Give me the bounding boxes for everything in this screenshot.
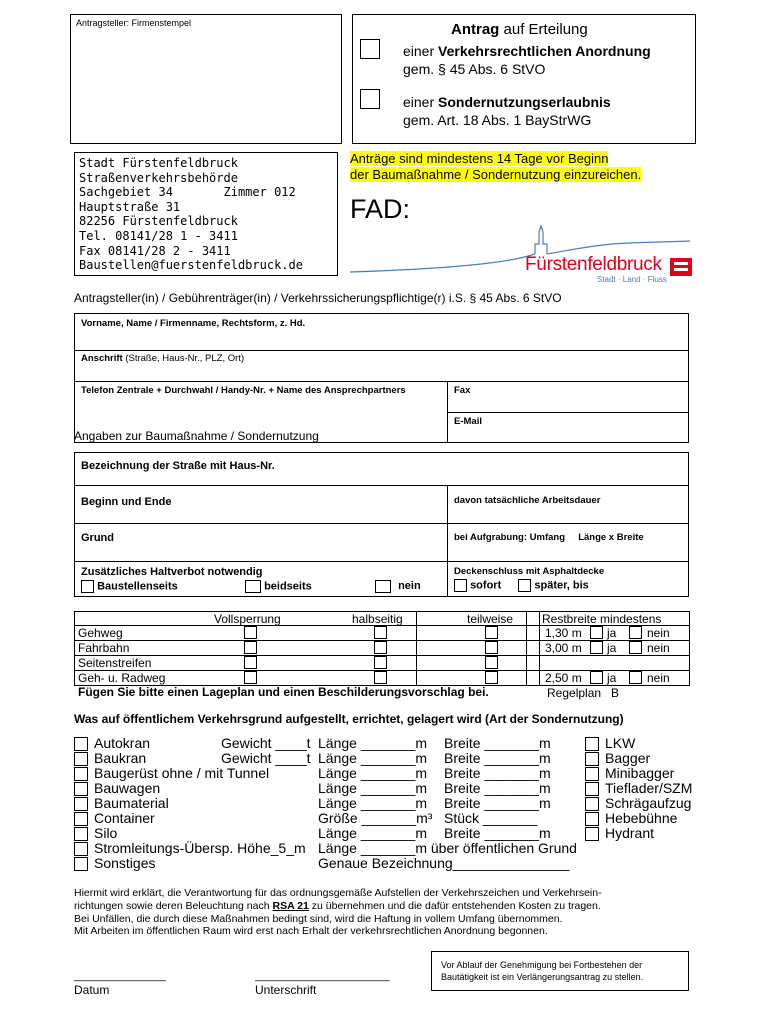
row-label: Geh- u. Radweg	[78, 671, 166, 685]
name-field-label: Vorname, Name / Firmenname, Rechtsform, z. Hd.	[81, 318, 306, 329]
checkbox-closure[interactable]	[374, 626, 387, 639]
item-name: Silo	[94, 825, 118, 841]
checkbox-closure[interactable]	[374, 641, 387, 654]
col-rest-width: Restbreite mindestens	[542, 612, 662, 626]
address-line: Hauptstraße 31	[79, 199, 181, 214]
checkbox-item[interactable]	[74, 827, 88, 841]
address-line: Tel. 08141/28 1 - 3411	[79, 228, 238, 243]
cover-label: Deckenschluss mit Asphaltdecke	[454, 566, 605, 577]
application-type-box	[352, 14, 696, 144]
checkbox-item[interactable]	[74, 737, 88, 751]
checkbox-vehicle[interactable]	[585, 797, 599, 811]
item-width: Breite _______m	[444, 780, 551, 796]
checkbox-closure[interactable]	[485, 671, 498, 684]
checkbox-vehicle[interactable]	[585, 827, 599, 841]
halt-options: Baustellenseits	[81, 580, 178, 593]
company-stamp-box[interactable]	[70, 14, 342, 144]
city-logo	[350, 220, 700, 285]
checkbox-traffic-order[interactable]	[360, 39, 380, 59]
item-width: Breite _______m	[444, 750, 551, 766]
address-line: Sachgebiet 34 Zimmer 012	[79, 185, 296, 200]
item-weight: Gewicht ____t	[221, 735, 311, 751]
checkbox-closure[interactable]	[374, 656, 387, 669]
measure-table: Bezeichnung der Straße mit Haus-Nr. Beginn und Ende davon tatsächliche Arbeitsdauer Grund bei Aufgrabung: Umfang Länge x Breite Zusätzliches Haltverbot notwendig Baustellenseits beidseits nein Deckenschluss mit Asphaltdecke sofort später, bis	[74, 452, 689, 597]
declaration-text: Hiermit wird erklärt, die Verantwortung für das ordnungsgemäße Aufstellen der Verkehrszeichen und Verkehrsein- richtungen sowie deren Beleuchtung nach RSA 21 zu übernehmen und die dafür entstehenden Kosten zu tragen. Bei Unfällen, die durch diese Maßnahmen bedingt sind, wird die Haftung in vollem Umfang übernommen. Mit Arbeiten im öffentlichen Raum wird erst nach Erhalt der verkehrsrechtlichen Anordnung begonnen.	[74, 887, 602, 938]
notice-line: der Baumaßnahme / Sondernutzung einzureichen.	[350, 166, 642, 182]
extension-note-box	[431, 951, 689, 991]
item-name: Bauwagen	[94, 780, 161, 796]
item-weight: Gewicht ____t	[221, 750, 311, 766]
halt-label: Zusätzliches Haltverbot notwendig	[81, 566, 263, 578]
checkbox-item[interactable]	[74, 752, 88, 766]
vehicle-name: Bagger	[605, 750, 651, 766]
checkbox-vehicle[interactable]	[585, 782, 599, 796]
applicant-heading: Antragsteller(in) / Gebührenträger(in) / Verkehrssicherungspflichtige(r) i.S. § 45 Abs. 6 StVO	[74, 291, 562, 305]
signature-label: Unterschrift	[255, 983, 317, 997]
checkbox-closure[interactable]	[244, 641, 257, 654]
item-length: Länge _______m	[318, 795, 427, 811]
vehicle-name: LKW	[605, 735, 636, 751]
checkbox-item[interactable]	[74, 797, 88, 811]
application-title: Antrag auf Erteilung	[451, 21, 588, 38]
address-line: Straßenverkehrsbehörde	[79, 170, 238, 185]
address-line: Baustellen@fuerstenfeldbruck.de	[79, 258, 303, 273]
checkbox-item[interactable]	[74, 842, 88, 856]
col-half-side: halbseitig	[352, 612, 403, 626]
vehicle-name: Tieflader/SZM	[605, 780, 693, 796]
item-count: Stück _______	[444, 810, 538, 826]
checkbox-halt-both-sides[interactable]	[245, 580, 261, 593]
checkbox-halt-no[interactable]	[375, 580, 391, 593]
checkbox-vehicle[interactable]	[585, 737, 599, 751]
item-name: Sonstiges	[94, 855, 156, 871]
extension-note-line: Vor Ablauf der Genehmigung bei Fortbestehen der	[441, 960, 643, 970]
checkbox-rest-yes[interactable]	[590, 671, 603, 684]
checkbox-rest-yes[interactable]	[590, 626, 603, 639]
date-line[interactable]: _______________	[74, 970, 166, 982]
logo-tagline: Stadt · Land · Fluss	[597, 275, 667, 284]
checkbox-item[interactable]	[74, 767, 88, 781]
duration-label: davon tatsächliche Arbeitsdauer	[454, 495, 601, 506]
item-width: Breite _______m	[444, 765, 551, 781]
rest-width-value: 3,00 m	[545, 641, 582, 655]
address-field-label: Anschrift (Straße, Haus-Nr., PLZ, Ort)	[81, 353, 245, 364]
fax-field-label: Fax	[454, 385, 471, 396]
col-full-closure: Vollsperrung	[214, 612, 281, 626]
option-special-use-permit: einer Sondernutzungserlaubnis gem. Art. 18 Abs. 1 BayStrWG	[403, 94, 611, 128]
item-name: Autokran	[94, 735, 151, 751]
checkbox-cover-immediate[interactable]	[454, 579, 467, 592]
checkbox-rest-no[interactable]	[629, 671, 642, 684]
item-length: Länge _______m	[318, 750, 427, 766]
checkbox-item[interactable]	[74, 857, 88, 871]
extension-note-line: Bautätigkeit ist ein Verlängerungsantrag zu stellen.	[441, 972, 644, 982]
row-label: Gehweg	[78, 626, 123, 640]
item-name: Baumaterial	[94, 795, 169, 811]
vehicle-name: Hydrant	[605, 825, 655, 841]
item-name: Baukran	[94, 750, 147, 766]
phone-field-label: Telefon Zentrale + Durchwahl / Handy-Nr. + Name des Ansprechpartners	[81, 385, 406, 396]
checkbox-closure[interactable]	[244, 656, 257, 669]
checkbox-closure[interactable]	[244, 671, 257, 684]
checkbox-closure[interactable]	[485, 626, 498, 639]
item-length: Länge _______m	[318, 765, 427, 781]
excavation-label: bei Aufgrabung: Umfang Länge x Breite	[454, 532, 644, 543]
checkbox-rest-no[interactable]	[629, 641, 642, 654]
item-width: Breite _______m	[444, 735, 551, 751]
checkbox-closure[interactable]	[374, 671, 387, 684]
checkbox-vehicle[interactable]	[585, 812, 599, 826]
checkbox-closure[interactable]	[244, 626, 257, 639]
applicant-table	[74, 313, 689, 443]
rest-width-value: 1,30 m	[545, 626, 582, 640]
address-line: 82256 Fürstenfeldbruck	[79, 214, 238, 229]
deadline-notice	[350, 151, 641, 182]
item-name: Baugerüst ohne / mit Tunnel	[94, 765, 270, 781]
signature-line[interactable]: ______________________	[255, 970, 390, 982]
stamp-label: Antragsteller: Firmenstempel	[76, 18, 192, 28]
date-label: Datum	[74, 983, 110, 997]
item-name: Stromleitungs-Übersp. Höhe_5_m	[94, 840, 306, 856]
checkbox-closure[interactable]	[485, 656, 498, 669]
regelplan: Regelplan B	[547, 686, 620, 700]
row-label: Fahrbahn	[78, 641, 130, 655]
address-line: Fax 08141/28 2 - 3411	[79, 243, 231, 258]
authority-address	[74, 152, 338, 276]
checkbox-rest-yes[interactable]	[590, 641, 603, 654]
items-heading: Was auf öffentlichem Verkehrsgrund aufgestellt, errichtet, gelagert wird (Art der Sondernutzung)	[74, 712, 624, 726]
vehicle-name: Hebebühne	[605, 810, 678, 826]
item-name: Container	[94, 810, 155, 826]
checkbox-halt-site-side[interactable]	[81, 580, 94, 593]
fad-label: FAD:	[350, 194, 411, 224]
item-length: Länge _______m	[318, 735, 427, 751]
vehicle-name: Schrägaufzug	[605, 795, 692, 811]
checkbox-vehicle[interactable]	[585, 767, 599, 781]
logo-name: Fürstenfeldbruck	[525, 254, 662, 275]
checkbox-rest-no[interactable]	[629, 626, 642, 639]
rest-width-value: 2,50 m	[545, 671, 582, 685]
checkbox-item[interactable]	[74, 812, 88, 826]
address-line: Stadt Fürstenfeldbruck	[79, 156, 238, 170]
measure-heading: Angaben zur Baumaßnahme / Sondernutzung	[74, 429, 319, 443]
item-description: Genaue Bezeichnung_______________	[318, 855, 570, 871]
item-length: Länge _______m	[318, 825, 427, 841]
street-field-label: Bezeichnung der Straße mit Haus-Nr.	[81, 460, 275, 472]
checkbox-special-use-permit[interactable]	[360, 89, 380, 109]
checkbox-cover-later[interactable]	[518, 579, 531, 592]
vehicle-name: Minibagger	[605, 765, 675, 781]
item-length: Länge _______m	[318, 780, 427, 796]
item-width: Breite _______m	[444, 795, 551, 811]
reason-label: Grund	[81, 532, 114, 544]
checkbox-closure[interactable]	[485, 641, 498, 654]
col-partial: teilweise	[467, 612, 514, 626]
begin-end-label: Beginn und Ende	[81, 496, 172, 508]
item-size: Größe _______m³	[318, 810, 433, 826]
item-width: Breite _______m	[444, 825, 551, 841]
item-length: Länge _______m über öffentlichen Grund	[318, 840, 577, 856]
notice-line: Anträge sind mindestens 14 Tage vor Beginn	[350, 151, 609, 166]
option-traffic-order: einer Verkehrsrechtlichen Anordnung gem. § 45 Abs. 6 StVO	[403, 43, 651, 77]
checkbox-vehicle[interactable]	[585, 752, 599, 766]
plan-note: Fügen Sie bitte einen Lageplan und einen Beschilderungsvorschlag bei.	[78, 685, 489, 699]
items-list	[74, 736, 694, 876]
row-label: Seitenstreifen	[78, 656, 152, 670]
checkbox-item[interactable]	[74, 782, 88, 796]
email-field-label: E-Mail	[454, 416, 482, 427]
closure-table: Vollsperrung halbseitig teilweise Restbreite mindestens Gehweg Fahrbahn Seitenstreifen Geh- u. Radweg 1,30 m ja nein 3,00 m ja nein 2,50 m ja nein Fügen Sie bitte einen Lageplan und einen Beschilderungsvorschlag bei. Regelplan B	[74, 611, 690, 699]
